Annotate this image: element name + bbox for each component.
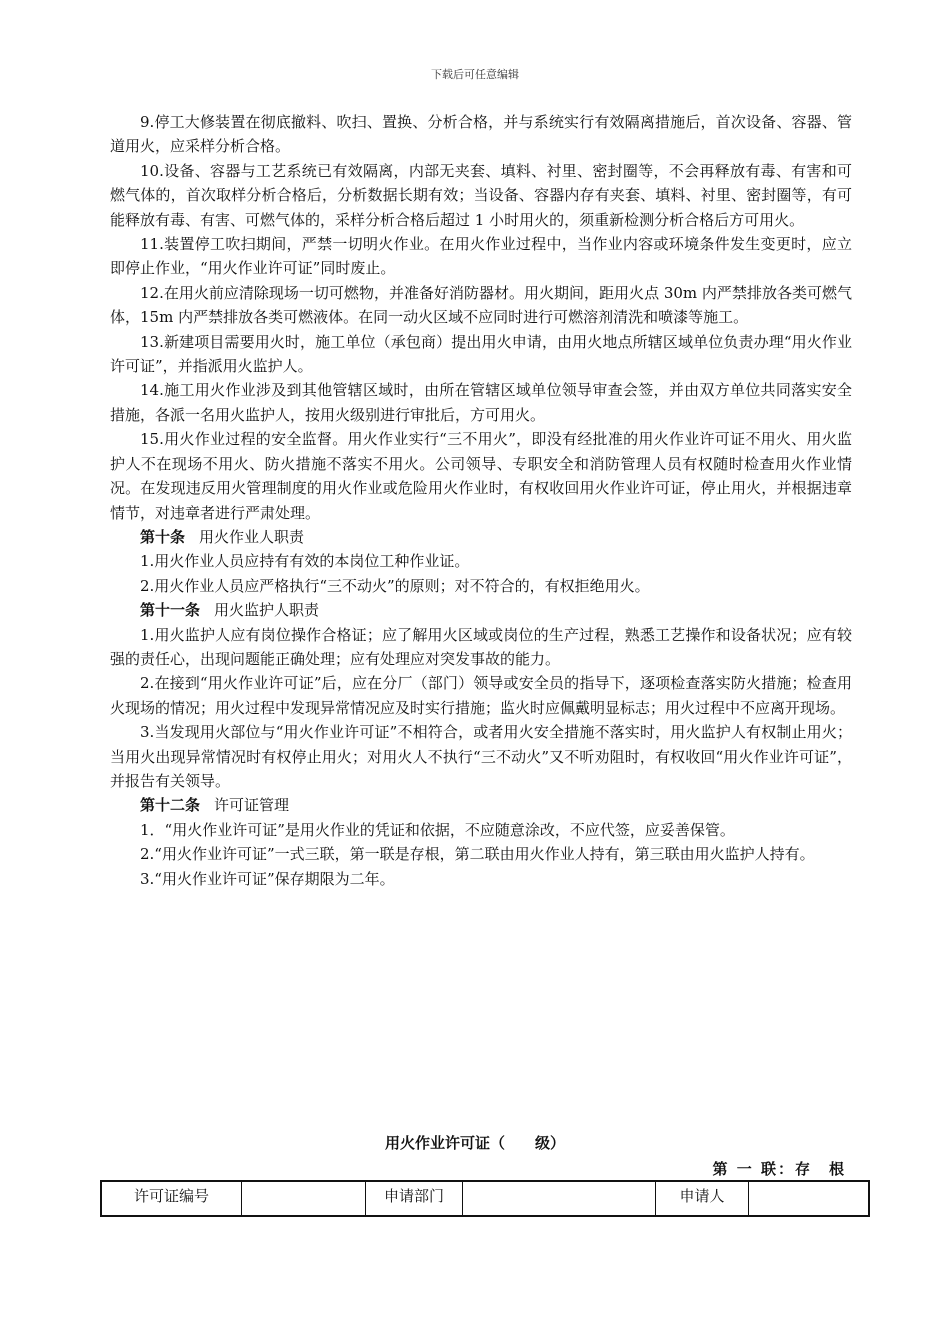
applicant-value bbox=[749, 1181, 870, 1216]
article-number: 第十二条 bbox=[140, 796, 201, 815]
article-title: 用火作业人职责 bbox=[199, 527, 305, 546]
applying-dept-value bbox=[463, 1181, 656, 1216]
permit-number-label: 许可证编号 bbox=[101, 1181, 242, 1216]
article-12-item: 2.“用火作业许可证”一式三联，第一联是存根，第二联由用火作业人持有，第三联由用火监护人持有。 bbox=[140, 845, 815, 864]
page-header: 下载后可任意编辑 bbox=[431, 68, 519, 81]
article-11-item: 2.在接到“用火作业许可证”后，应在分厂（部门）领导或安全员的指导下，逐项检查落实防火措施；检查用火现场的情况；用火过程中发现异常情况应及时实行措施；监火时应佩戴明显标志；用火过程中不应离开现场。 bbox=[110, 674, 852, 717]
document-body bbox=[110, 110, 852, 891]
article-12-item: 1．“用火作业许可证”是用火作业的凭证和依据，不应随意涂改，不应代签，应妥善保管。 bbox=[140, 820, 735, 839]
article-11-heading bbox=[110, 598, 852, 622]
paragraph-9: 9.停工大修装置在彻底撤料、吹扫、置换、分析合格，并与系统实行有效隔离措施后，首次设备、容器、管道用火，应采样分析合格。 bbox=[110, 113, 852, 156]
permit-table bbox=[100, 1180, 870, 1217]
paragraph-13: 13.新建项目需要用火时，施工单位（承包商）提出用火申请，由用火地点所辖区域单位负责办理“用火作业许可证”，并指派用火监护人。 bbox=[110, 332, 852, 376]
article-10-item: 2.用火作业人员应严格执行“三不动火”的原则；对不符合的，有权拒绝用火。 bbox=[140, 576, 650, 595]
applying-dept-label: 申请部门 bbox=[366, 1181, 463, 1216]
article-12-heading bbox=[110, 793, 852, 817]
table-row bbox=[101, 1181, 869, 1216]
article-11-item: 3.当发现用火部位与“用火作业许可证”不相符合，或者用火安全措施不落实时，用火监护人有权制止用火；当用火出现异常情况时有权停止用火；对用火人不执行“三不动火”又不听劝阻时，有权收回“用火作业许可证”，并报告有关领导。 bbox=[110, 723, 852, 790]
article-10-item: 1.用火作业人员应持有有效的本岗位工种作业证。 bbox=[140, 552, 470, 571]
article-10-heading bbox=[110, 525, 852, 549]
paragraph-12: 12.在用火前应清除现场一切可燃物，并准备好消防器材。用火期间，距用火点 30m 内严禁排放各类可燃气体，15m 内严禁排放各类可燃液体。在同一动火区域不应同时进行可燃溶剂清洗和喷漆等施工。 bbox=[110, 283, 852, 327]
paragraph-15: 15.用火作业过程的安全监督。用火作业实行“三不用火”，即没有经批准的用火作业许可证不用火、用火监护人不在现场不用火、防火措施不落实不用火。公司领导、专职安全和消防管理人员有权随时检查用火作业情况。在发现违反用火管理制度的用火作业或危险用火作业时，有权收回用火作业许可证，停止用火，并根据违章情节，对违章者进行严肃处理。 bbox=[110, 430, 852, 522]
article-title: 用火监护人职责 bbox=[214, 601, 320, 620]
article-number: 第十条 bbox=[140, 527, 186, 546]
permit-number-value bbox=[242, 1181, 366, 1216]
applicant-label: 申请人 bbox=[656, 1181, 749, 1216]
article-title: 许可证管理 bbox=[214, 796, 290, 815]
permit-title: 用火作业许可证（ 级） bbox=[384, 1134, 565, 1152]
paragraph-14: 14.施工用火作业涉及到其他管辖区域时，由所在管辖区域单位领导审查会签，并由双方单位共同落实安全措施，各派一名用火监护人，按用火级别进行审批后，方可用火。 bbox=[110, 381, 852, 424]
article-11-item: 1.用火监护人应有岗位操作合格证；应了解用火区域或岗位的生产过程，熟悉工艺操作和设备状况；应有较强的责任心，出现问题能正确处理；应有处理应对突发事故的能力。 bbox=[110, 625, 852, 668]
paragraph-11: 11.装置停工吹扫期间，严禁一切明火作业。在用火作业过程中，当作业内容或环境条件发生变更时，应立即停止作业，“用火作业许可证”同时废止。 bbox=[110, 235, 852, 278]
article-12-item: 3.“用火作业许可证”保存期限为二年。 bbox=[140, 869, 395, 888]
paragraph-10: 10.设备、容器与工艺系统已有效隔离，内部无夹套、填料、衬里、密封圈等，不会再释放有毒、有害和可燃气体的，首次取样分析合格后，分析数据长期有效；当设备、容器内存有夹套、填料、衬里、密封圈等，有可能释放有毒、有害、可燃气体的，采样分析合格后超过 1 小时用火的，须重新检测分析合格后方可用火。 bbox=[110, 161, 852, 229]
copy-label: 第 一 联：存 根 bbox=[712, 1160, 846, 1178]
article-number: 第十一条 bbox=[140, 601, 201, 620]
